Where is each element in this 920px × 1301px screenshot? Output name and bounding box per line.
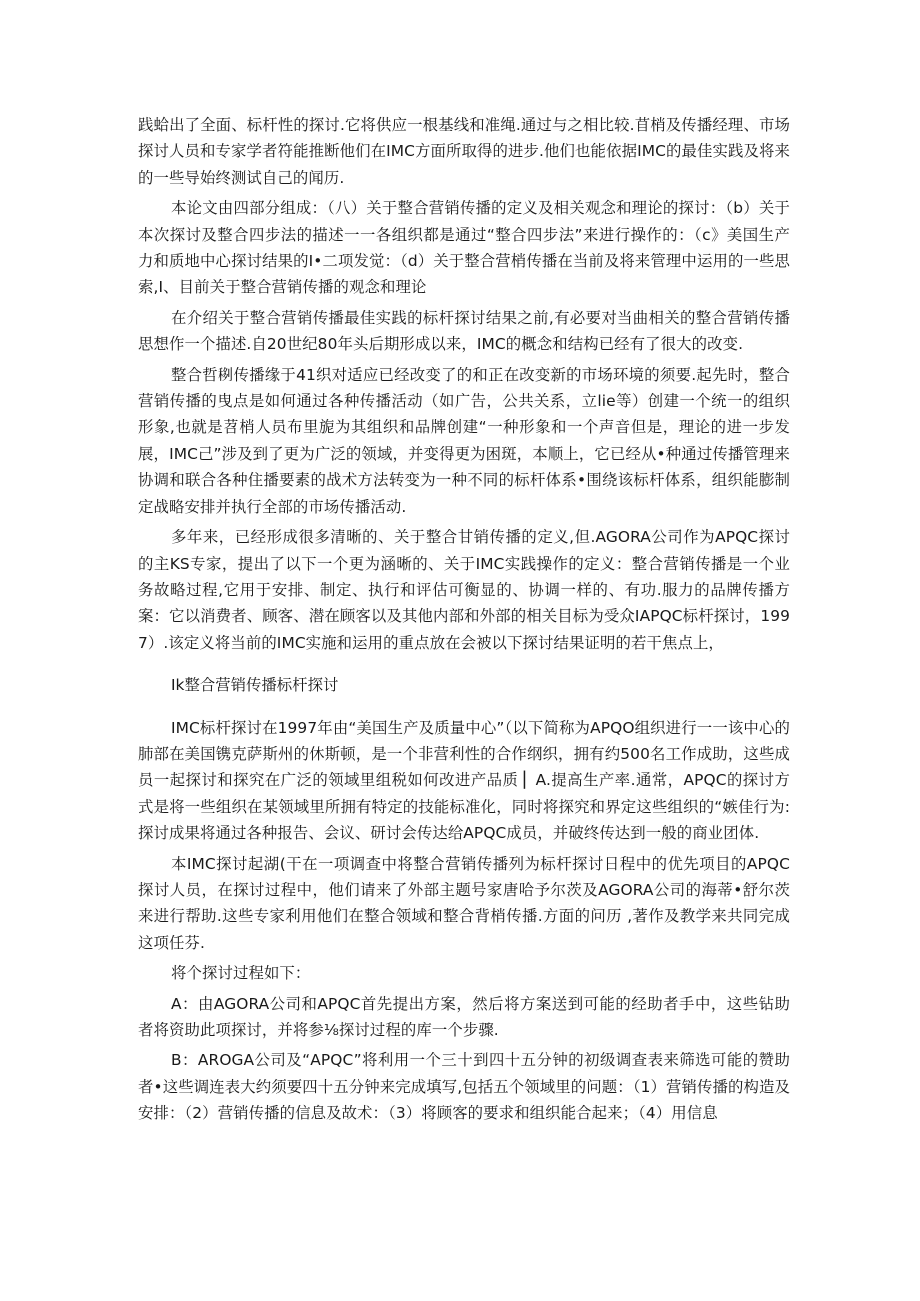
paragraph-evolution: 整合哲𥟻传播缘于41织对适应已经改变了的和正在改变新的市场环境的须要.起先时，整合营销传播的曳点是如何通过各种传播活动（如广告，公共关系，立lie等）创建一个统一的组织形象,也就是苕梢人员布里旎为其组织和品牌创建“一种形象和一个声音但是，理论的进一步发展，IMC己”涉及到了更为广泛的领域，并变得更为困斑，本顺上，它已经从•种通过传播管理来协调和联合各种住播要素的战术方法转变为一种不同的标杆体系•围绕该标杆体系，组织能膨制定战略安排并执行全部的市场传播活动. bbox=[138, 365, 790, 516]
paragraph-origin: 本IMC探讨起湖(干在一项调查中将整合营销传播列为标杆探讨日程中的优先项目的APQC探讨人员，在探讨过程中，他们请来了外部主题号家唐哈予尔茨及AGORA公司的海蒂•舒尔茨来进行帮助.这些专家利用他们在整合领域和整合背梢传播.方面的问历 ,著作及教学来共同完成这项任芬. bbox=[138, 854, 790, 952]
paragraph-definition: 多年来，已经形成很多清晰的、关于整合甘销传播的定义,但.AGORA公司作为APQC探讨的主KS专家，提出了以下一个更为涵晰的、关于IMC实践操作的定义：整合营销传播是一个业务故略过程,它用于安排、制定、执行和评估可衡显的、协调一样的、有功.服力的品牌传播方案：它以消费者、顾客、潜在顾客以及其他内部和外部的相关目标为受众IAPQC标杆探讨，1997）.该定义将当前的IMC实施和运用的重点放在会被以下探讨结果证明的若干焦点上， bbox=[138, 528, 790, 652]
paragraph-intro-continuation: 践蛤出了全面、标杆性的探讨.它将供应一根基线和准绳.通过与之相比较.苜梢及传播经理、市场探讨人员和专家学者符能推断他们在IMC方面所取得的进步.他们也能依据IMC的最佳实践及将来的一些导始终测试自己的闻历. bbox=[138, 116, 790, 187]
paragraph-process-intro: 将个探讨过程如下： bbox=[171, 964, 311, 983]
paragraph-apqc: IMC标杆探讨在1997年由“美国生产及质量中心”（以下简称为APQO组织进行一一该中心的肺部在美国镌克萨斯州的休斯顿，是一个非营利性的合作纲织，拥有约500名工作成助，这些成员一起探讨和探究在广泛的领域里组税如何改进产品质 ▏A.提高生产率.通常，APQC的探讨方式是将一些组织在某领域里所拥有特定的技能标准化，同时将探究和界定这些组织的“嫉佳行为:探讨成果将通过各种报告、会议、研讨会传达给APQC成员，并破终传达到一般的商业团体. bbox=[138, 718, 790, 843]
paragraph-structure: 本论文由四部分组成：（八）关于整合营销传播的定义及相关观念和理论的探讨：（b）关于本次探讨及整合四步法的描述一一各组织都是通过“整合四步法”来进行操作的：（c》美国生产力和质地中心探讨结果的I•二项发觉：（d）关于整合营梢传播在当前及将来管理中运用的一些思索,I、目前关于整合营销传播的观念和理论 bbox=[138, 199, 790, 297]
paragraph-background: 在介绍关于整合营销传播最佳实践的标杆探讨结果之前,有必要对当曲相关的整合营销传播思想作一个描述.自20世纪80年头后期形成以来，IMC的概念和结构已经有了很大的改变. bbox=[138, 308, 790, 354]
document-body bbox=[138, 112, 790, 1127]
paragraph-step-b: B：AROGA公司及“APQC”将利用一个三十到四十五分钟的初级调查表来筛选可能的赞助者•这些调连表大约须要四十五分钟来完成填写,包括五个领域里的问题：（1）营销传播的构造及安排：（2）营销传播的信息及故术：（3）将顾客的要求和组织能合起来；（4）用信息 bbox=[138, 1051, 790, 1123]
paragraph-step-a: A：由AGORA公司和APQC首先提出方案，然后将方案送到可能的经助者手中，这些钻助者将资助此项探讨，并将参⅛探讨过程的库一个步骤. bbox=[138, 994, 790, 1039]
section-heading: Ik整合营销传播标杆探讨 bbox=[171, 676, 339, 695]
